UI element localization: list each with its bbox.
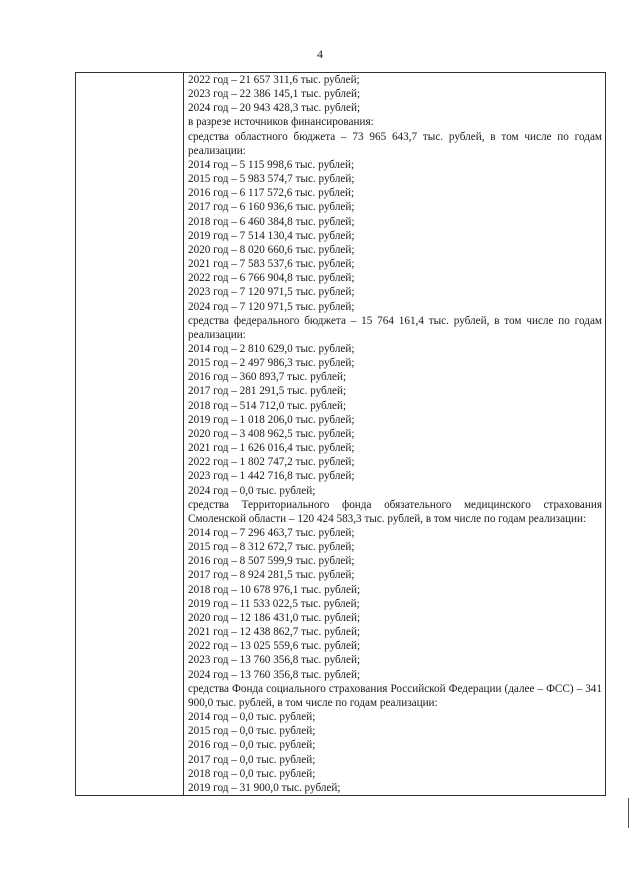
year-amount-line: 2023 год – 7 120 971,5 тыс. рублей; — [188, 286, 355, 299]
year-amount-line: 2020 год – 8 020 660,6 тыс. рублей; — [188, 243, 355, 256]
year-amount-line: 2019 год – 11 533 022,5 тыс. рублей; — [188, 597, 360, 610]
year-amount-line: 2024 год – 13 760 356,8 тыс. рублей; — [188, 668, 361, 681]
table-left-column — [76, 73, 184, 795]
year-amount-line: 2024 год – 20 943 428,3 тыс. рублей; — [188, 102, 361, 115]
year-amount-line: 2023 год – 22 386 145,1 тыс. рублей; — [188, 88, 361, 101]
year-amount-line: 2018 год – 10 678 976,1 тыс. рублей; — [188, 583, 361, 596]
year-amount-line: 2019 год – 7 514 130,4 тыс. рублей; — [188, 229, 355, 242]
page-number: 4 — [317, 47, 323, 61]
year-amount-line: 2017 год – 8 924 281,5 тыс. рублей; — [188, 569, 355, 582]
year-amount-line: 2024 год – 7 120 971,5 тыс. рублей; — [188, 300, 355, 313]
funding-source-paragraph: средства областного бюджета – 73 965 643,7 тыс. рублей, в том числе по годам реализации: — [188, 130, 602, 157]
year-amount-line: 2022 год – 1 802 747,2 тыс. рублей; — [188, 456, 355, 469]
year-amount-line: 2014 год – 0,0 тыс. рублей; — [188, 711, 316, 724]
year-amount-line: 2015 год – 8 312 672,7 тыс. рублей; — [188, 541, 355, 554]
year-amount-line: в разрезе источников финансирования: — [188, 116, 374, 129]
year-amount-line: 2018 год – 0,0 тыс. рублей; — [188, 767, 316, 780]
year-amount-line: 2020 год – 3 408 962,5 тыс. рублей; — [188, 427, 355, 440]
year-amount-line: 2017 год – 6 160 936,6 тыс. рублей; — [188, 201, 355, 214]
year-amount-line: 2017 год – 281 291,5 тыс. рублей; — [188, 385, 347, 398]
year-amount-line: 2021 год – 7 583 537,6 тыс. рублей; — [188, 258, 355, 271]
year-amount-line: 2021 год – 12 438 862,7 тыс. рублей; — [188, 626, 361, 639]
year-amount-line: 2023 год – 1 442 716,8 тыс. рублей; — [188, 470, 355, 483]
year-amount-line: 2014 год – 7 296 463,7 тыс. рублей; — [188, 527, 355, 539]
year-amount-line: 2021 год – 1 626 016,4 тыс. рублей; — [188, 442, 355, 455]
financing-details-column — [184, 73, 605, 795]
year-amount-line: 2024 год – 0,0 тыс. рублей; — [188, 484, 316, 497]
year-amount-line: 2022 год – 21 657 311,6 тыс. рублей; — [188, 74, 360, 86]
year-amount-line: 2016 год – 0,0 тыс. рублей; — [188, 739, 316, 752]
year-amount-line: 2014 год – 5 115 998,6 тыс. рублей; — [188, 158, 355, 171]
year-amount-line: 2023 год – 13 760 356,8 тыс. рублей; — [188, 654, 361, 667]
year-amount-line: 2022 год – 6 766 904,8 тыс. рублей; — [188, 272, 355, 285]
year-amount-line: 2020 год – 12 186 431,0 тыс. рублей; — [188, 611, 361, 624]
funding-source-paragraph: средства Фонда социального страхования Российской Федерации (далее – ФСС) – 341 900,0 тыс. рублей, в том числе по годам реализации: — [188, 682, 602, 709]
year-amount-line: 2019 год – 1 018 206,0 тыс. рублей; — [188, 413, 355, 426]
year-amount-line: 2016 год – 8 507 599,9 тыс. рублей; — [188, 555, 355, 568]
year-amount-line: 2015 год – 0,0 тыс. рублей; — [188, 725, 316, 738]
year-amount-line: 2017 год – 0,0 тыс. рублей; — [188, 753, 316, 766]
year-amount-line: 2014 год – 2 810 629,0 тыс. рублей; — [188, 342, 355, 355]
funding-source-paragraph: средства федерального бюджета – 15 764 161,4 тыс. рублей, в том числе по годам реализации: — [188, 314, 602, 341]
year-amount-line: 2018 год – 6 460 384,8 тыс. рублей; — [188, 215, 355, 228]
scan-edge-mark — [628, 798, 629, 828]
year-amount-line: 2018 год – 514 712,0 тыс. рублей; — [188, 399, 347, 412]
funding-source-paragraph: средства Территориального фонда обязательного медицинского страхования Смоленской области – 120 424 583,3 тыс. рублей, в том числе по годам реализации: — [188, 498, 602, 525]
year-amount-line: 2019 год – 31 900,0 тыс. рублей; — [188, 781, 341, 794]
financing-table — [75, 72, 606, 796]
year-amount-line: 2015 год – 5 983 574,7 тыс. рублей; — [188, 173, 355, 186]
year-amount-line: 2016 год – 6 117 572,6 тыс. рублей; — [188, 187, 355, 200]
year-amount-line: 2022 год – 13 025 559,6 тыс. рублей; — [188, 640, 361, 653]
year-amount-line: 2015 год – 2 497 986,3 тыс. рублей; — [188, 357, 355, 370]
year-amount-line: 2016 год – 360 893,7 тыс. рублей; — [188, 371, 347, 384]
